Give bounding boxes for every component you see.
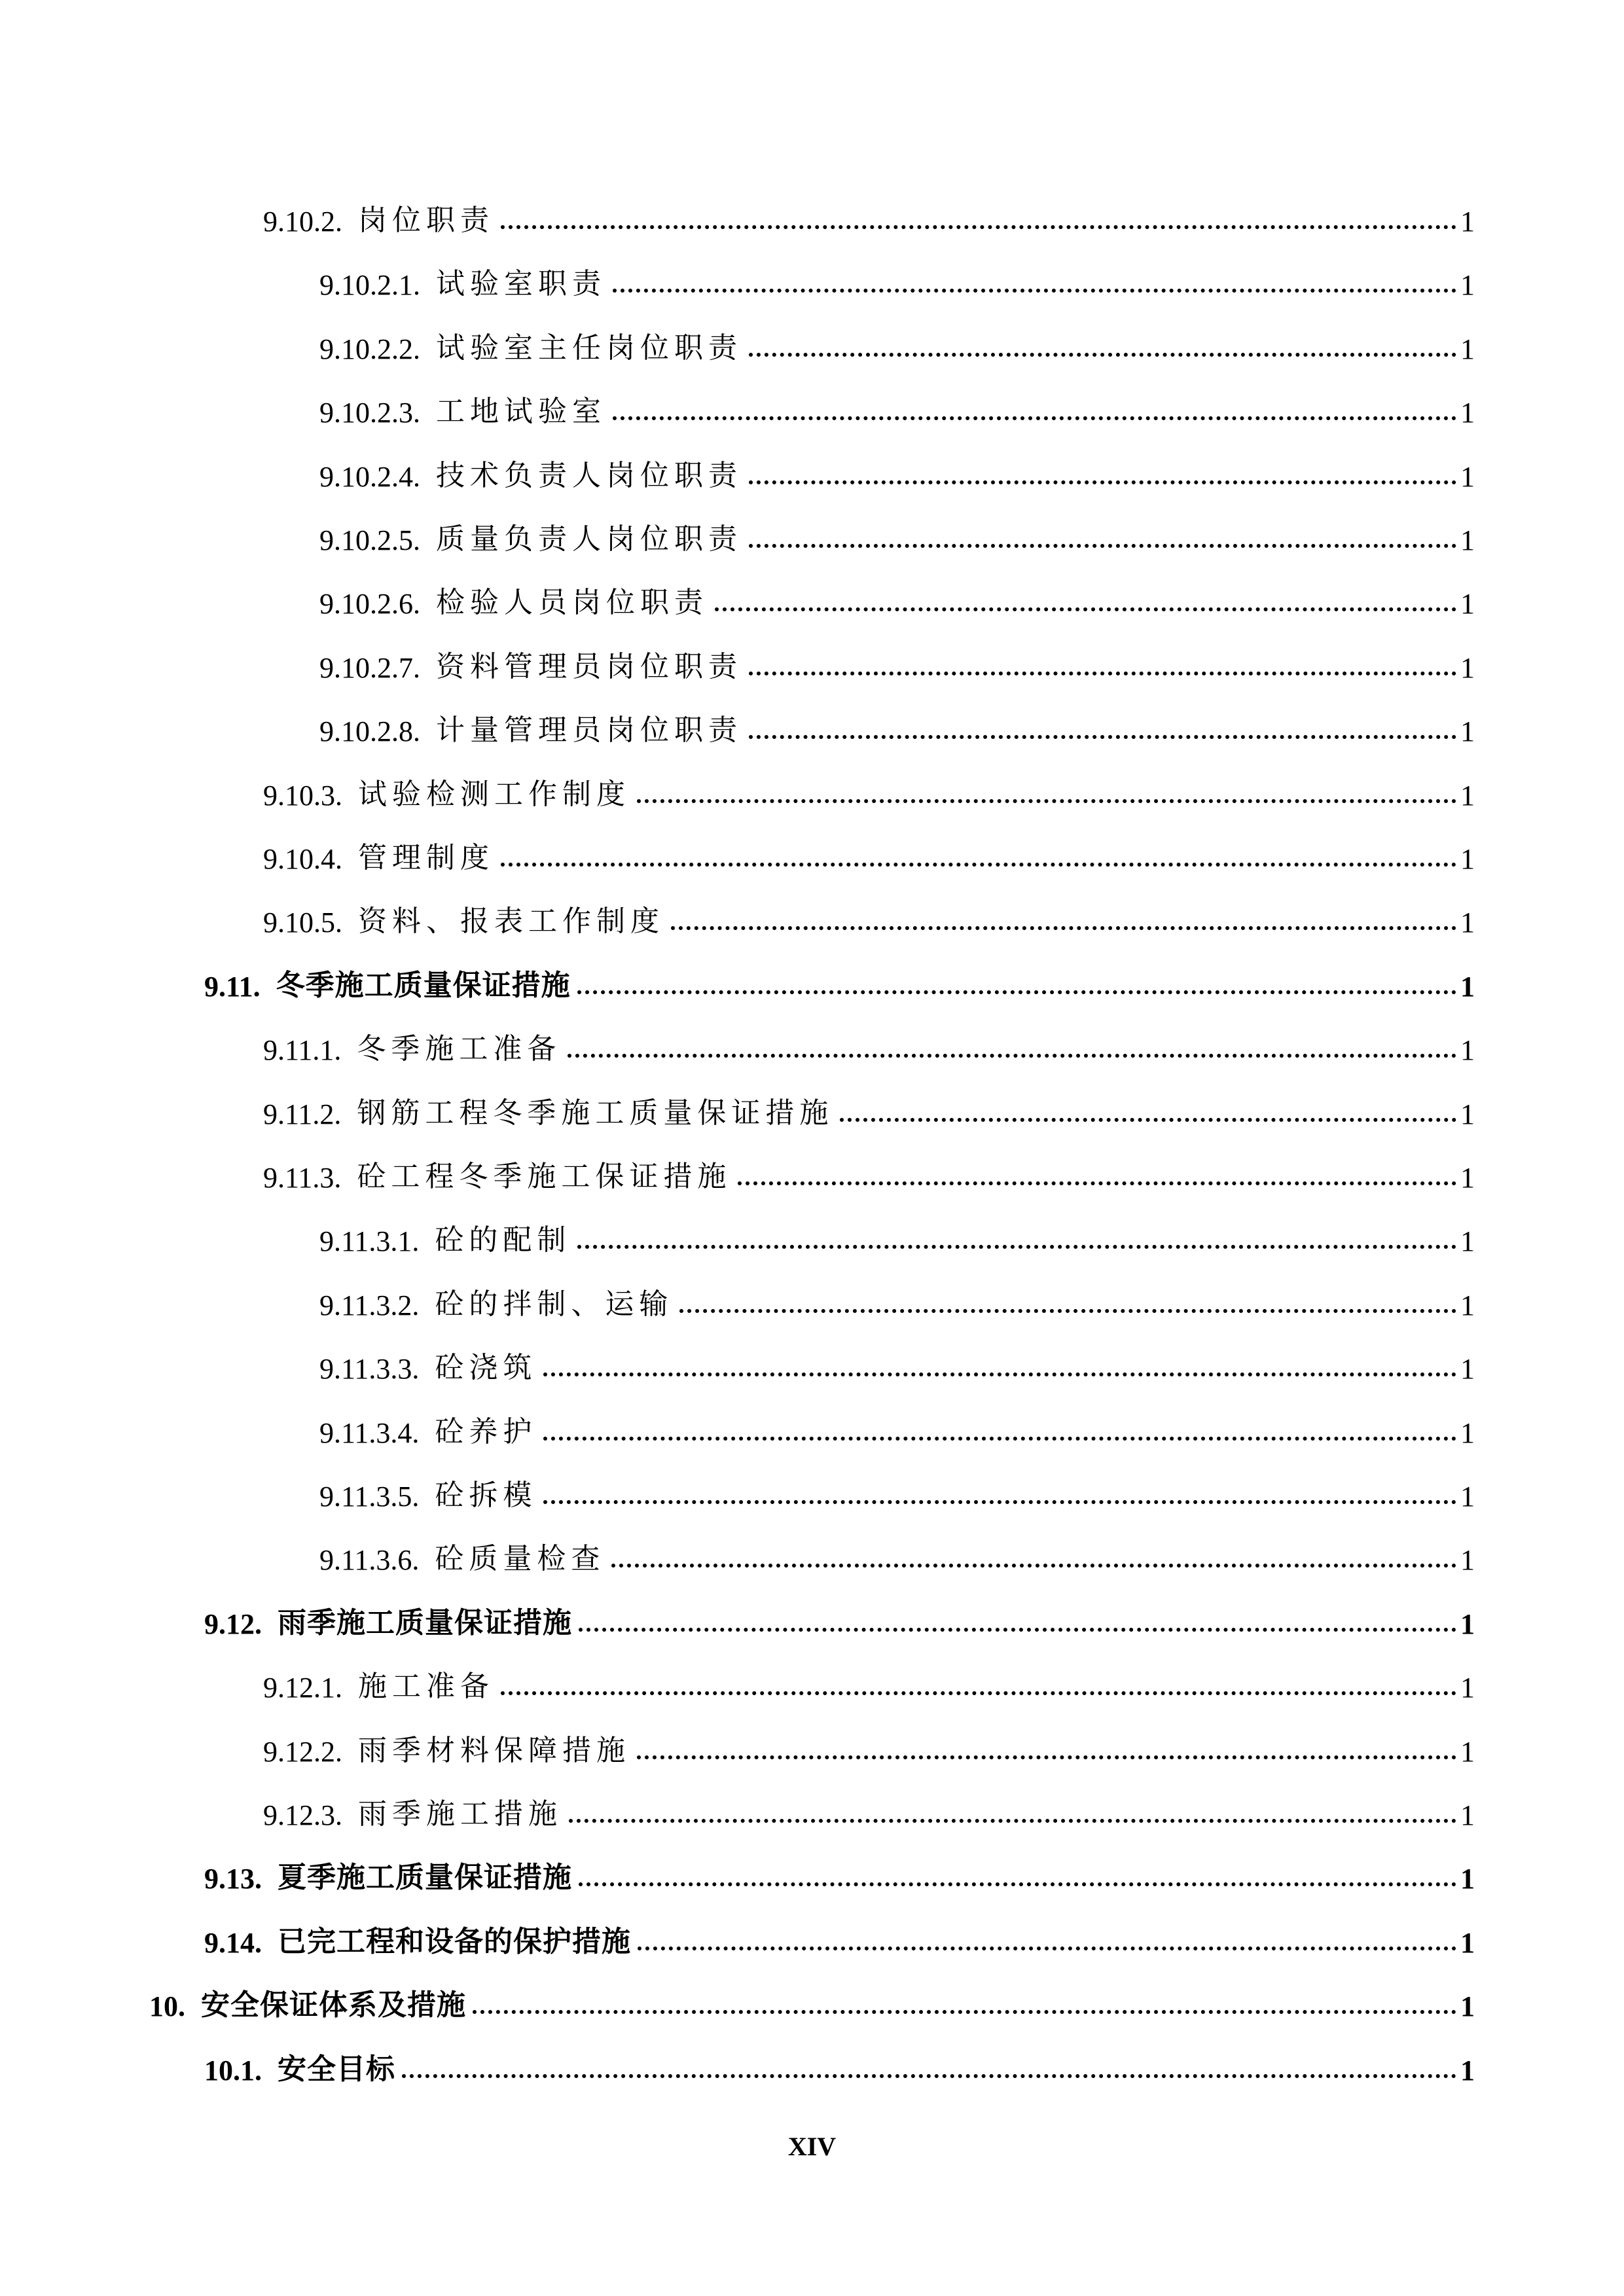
toc-dot-leader	[543, 1500, 1456, 1504]
toc-entry[interactable]	[263, 196, 1475, 238]
toc-entry-title: 资料、报表工作制度	[358, 905, 664, 938]
toc-entry-page: 1	[1460, 1736, 1475, 1768]
toc-dot-leader	[402, 2074, 1456, 2078]
toc-entry-page: 1	[1460, 269, 1475, 301]
toc-entry-page: 1	[1460, 1289, 1475, 1321]
toc-entry[interactable]	[319, 706, 1475, 748]
toc-entry[interactable]	[319, 579, 1475, 620]
toc-entry-number: 9.11.3.5.	[319, 1480, 420, 1513]
toc-dot-leader	[579, 1628, 1456, 1632]
toc-dot-leader	[568, 1054, 1456, 1058]
toc-entry-page: 1	[1460, 1225, 1475, 1257]
toc-entry-number: 9.12.2.	[263, 1736, 342, 1768]
toc-entry-page: 1	[1460, 206, 1475, 238]
toc-entry[interactable]	[204, 1854, 1475, 1895]
toc-entry-title: 安全保证体系及措施	[201, 1988, 466, 2022]
toc-dot-leader	[749, 672, 1456, 675]
toc-dot-leader	[738, 1181, 1456, 1185]
toc-entry-number: 9.10.2.6.	[319, 588, 420, 620]
toc-entry-title: 砼质量检查	[435, 1542, 605, 1575]
toc-entry[interactable]	[319, 643, 1475, 685]
toc-entry-title: 检验人员岗位职责	[436, 586, 708, 619]
toc-entry[interactable]	[319, 324, 1475, 366]
toc-entry[interactable]	[319, 1471, 1475, 1513]
toc-dot-leader	[577, 1245, 1456, 1249]
toc-entry-page: 1	[1460, 1608, 1475, 1640]
toc-entry-page: 1	[1460, 1799, 1475, 1831]
toc-entry-title: 施工准备	[358, 1670, 494, 1703]
toc-entry-number: 9.10.2.4.	[319, 461, 420, 493]
toc-entry-page: 1	[1460, 588, 1475, 620]
toc-dot-leader	[579, 1882, 1456, 1886]
toc-entry-number: 9.10.2.3.	[319, 397, 420, 429]
toc-dot-leader	[611, 1564, 1456, 1568]
toc-dot-leader	[613, 416, 1456, 420]
toc-entry-page: 1	[1460, 524, 1475, 556]
toc-entry-title: 冬季施工质量保证措施	[276, 969, 571, 1002]
toc-entry-title: 试验室主任岗位职责	[436, 331, 742, 365]
toc-entry[interactable]	[263, 770, 1475, 812]
toc-entry-number: 9.10.2.2.	[319, 333, 420, 365]
toc-entry-page: 1	[1460, 1927, 1475, 1959]
toc-entry-title: 砼养护	[435, 1415, 537, 1448]
toc-entry[interactable]	[319, 515, 1475, 557]
toc-entry-title: 计量管理员岗位职责	[436, 713, 742, 747]
toc-entry-number: 9.11.3.	[263, 1162, 342, 1194]
toc-entry-title: 砼浇筑	[435, 1351, 537, 1384]
toc-entry-number: 9.10.2.5.	[319, 524, 420, 556]
toc-dot-leader	[671, 926, 1456, 930]
toc-entry-page: 1	[1460, 1098, 1475, 1130]
toc-entry-title: 雨季施工质量保证措施	[278, 1606, 572, 1640]
toc-entry-number: 9.14.	[204, 1927, 262, 1959]
toc-entry-page: 1	[1460, 780, 1475, 812]
toc-entry[interactable]	[319, 1280, 1475, 1322]
toc-entry[interactable]	[204, 961, 1475, 1003]
toc-dot-leader	[577, 990, 1456, 994]
toc-entry[interactable]	[149, 1981, 1475, 2023]
toc-entry-page: 1	[1460, 1672, 1475, 1704]
toc-entry-number: 9.10.5.	[263, 906, 342, 939]
toc-entry-number: 9.10.2.8.	[319, 715, 420, 747]
toc-entry-page: 1	[1460, 1162, 1475, 1194]
toc-entry-title: 管理制度	[358, 841, 494, 874]
toc-entry-title: 质量负责人岗位职责	[436, 522, 742, 556]
toc-entry[interactable]	[263, 1089, 1475, 1131]
toc-entry-page: 1	[1460, 715, 1475, 747]
toc-entry[interactable]	[263, 897, 1475, 939]
toc-dot-leader	[613, 289, 1456, 293]
toc-entry-number: 9.11.3.6.	[319, 1544, 420, 1576]
toc-entry[interactable]	[263, 1153, 1475, 1194]
toc-entry-number: 9.10.2.7.	[319, 652, 420, 684]
toc-dot-leader	[543, 1372, 1456, 1376]
toc-entry-title: 试验室职责	[436, 267, 606, 300]
toc-entry[interactable]	[319, 260, 1475, 302]
toc-entry-title: 技术负责人岗位职责	[436, 459, 742, 492]
toc-dot-leader	[749, 735, 1456, 739]
toc-dot-leader	[569, 1819, 1456, 1823]
toc-entry-page: 1	[1460, 843, 1475, 875]
toc-entry-page: 1	[1460, 1417, 1475, 1449]
toc-entry-page: 1	[1460, 1863, 1475, 1895]
toc-entry-title: 工地试验室	[436, 395, 606, 428]
toc-dot-leader	[715, 607, 1456, 611]
toc-entry-title: 砼工程冬季施工保证措施	[357, 1160, 732, 1193]
toc-dot-leader	[749, 544, 1456, 548]
toc-entry-title: 钢筋工程冬季施工质量保证措施	[357, 1096, 834, 1130]
toc-entry[interactable]	[319, 1216, 1475, 1258]
toc-entry-page: 1	[1460, 1544, 1475, 1576]
toc-entry-page: 1	[1460, 2054, 1475, 2087]
toc-entry-title: 资料管理员岗位职责	[436, 650, 742, 683]
toc-entry-title: 雨季材料保障措施	[358, 1734, 630, 1767]
toc-dot-leader	[637, 1755, 1456, 1759]
toc-entry-number: 9.11.3.3.	[319, 1353, 420, 1385]
toc-entry-number: 9.10.2.1.	[319, 269, 420, 301]
toc-entry-number: 9.11.3.1.	[319, 1225, 420, 1257]
toc-entry[interactable]	[319, 452, 1475, 493]
toc-entry-title: 砼的拌制、运输	[435, 1287, 674, 1321]
toc-entry-number: 9.10.2.	[263, 206, 342, 238]
toc-entry[interactable]	[263, 1727, 1475, 1768]
toc-entry[interactable]	[263, 1025, 1475, 1067]
toc-dot-leader	[749, 353, 1456, 357]
toc-dot-leader	[638, 1946, 1456, 1950]
toc-entry-title: 安全目标	[278, 2053, 395, 2086]
toc-dot-leader	[501, 225, 1456, 229]
toc-entry[interactable]	[204, 1918, 1475, 1960]
toc-entry-page: 1	[1460, 397, 1475, 429]
toc-entry-title: 夏季施工质量保证措施	[278, 1861, 572, 1894]
toc-entry-number: 9.12.	[204, 1608, 262, 1640]
toc-dot-leader	[749, 480, 1456, 484]
toc-dot-leader	[637, 799, 1456, 803]
toc-entry[interactable]	[319, 1408, 1475, 1450]
toc-entry-title: 砼拆模	[435, 1479, 537, 1512]
toc-entry[interactable]	[204, 2045, 1475, 2087]
toc-entry-number: 9.10.3.	[263, 780, 342, 812]
toc-entry[interactable]	[319, 1344, 1475, 1386]
toc-entry-number: 9.12.1.	[263, 1672, 342, 1704]
toc-dot-leader	[679, 1309, 1456, 1313]
toc-entry-title: 雨季施工措施	[358, 1797, 562, 1831]
toc-entry-title: 试验检测工作制度	[358, 778, 630, 811]
toc-entry[interactable]	[204, 1599, 1475, 1641]
toc-entry-number: 9.10.4.	[263, 843, 342, 875]
toc-entry-page: 1	[1460, 906, 1475, 939]
toc-entry-page: 1	[1460, 1480, 1475, 1513]
toc-entry-number: 9.13.	[204, 1863, 262, 1895]
toc-entry-page: 1	[1460, 1034, 1475, 1066]
toc-entry-number: 9.11.3.4.	[319, 1417, 420, 1449]
toc-dot-leader	[473, 2010, 1456, 2014]
toc-entry-page: 1	[1460, 333, 1475, 365]
toc-entry-number: 9.11.3.2.	[319, 1289, 420, 1321]
toc-entry-number: 10.1.	[204, 2054, 262, 2087]
toc-dot-leader	[840, 1118, 1456, 1122]
toc-entry-title: 砼的配制	[435, 1223, 571, 1257]
toc-dot-leader	[501, 863, 1456, 867]
toc-entry[interactable]	[263, 1662, 1475, 1704]
toc-entry-page: 1	[1460, 971, 1475, 1003]
toc-entry-page: 1	[1460, 1353, 1475, 1385]
toc-entry[interactable]	[263, 1790, 1475, 1832]
toc-entry-number: 10.	[149, 1990, 185, 2022]
toc-entry[interactable]	[319, 1535, 1475, 1577]
toc-entry-page: 1	[1460, 1990, 1475, 2022]
toc-entry-number: 9.11.	[204, 971, 261, 1003]
toc-entry-number: 9.11.1.	[263, 1034, 342, 1066]
page-number-footer: XIV	[787, 2132, 837, 2161]
toc-entry-number: 9.11.2.	[263, 1098, 342, 1130]
toc-dot-leader	[543, 1437, 1456, 1441]
toc-entry-title: 岗位职责	[358, 204, 494, 237]
toc-entry[interactable]	[319, 387, 1475, 429]
toc-entry-title: 已完工程和设备的保护措施	[278, 1925, 631, 1958]
toc-dot-leader	[501, 1691, 1456, 1695]
toc-entry-page: 1	[1460, 461, 1475, 493]
toc-entry-title: 冬季施工准备	[357, 1032, 562, 1066]
toc-entry-page: 1	[1460, 652, 1475, 684]
toc-entry-number: 9.12.3.	[263, 1799, 342, 1831]
toc-entry[interactable]	[263, 834, 1475, 876]
